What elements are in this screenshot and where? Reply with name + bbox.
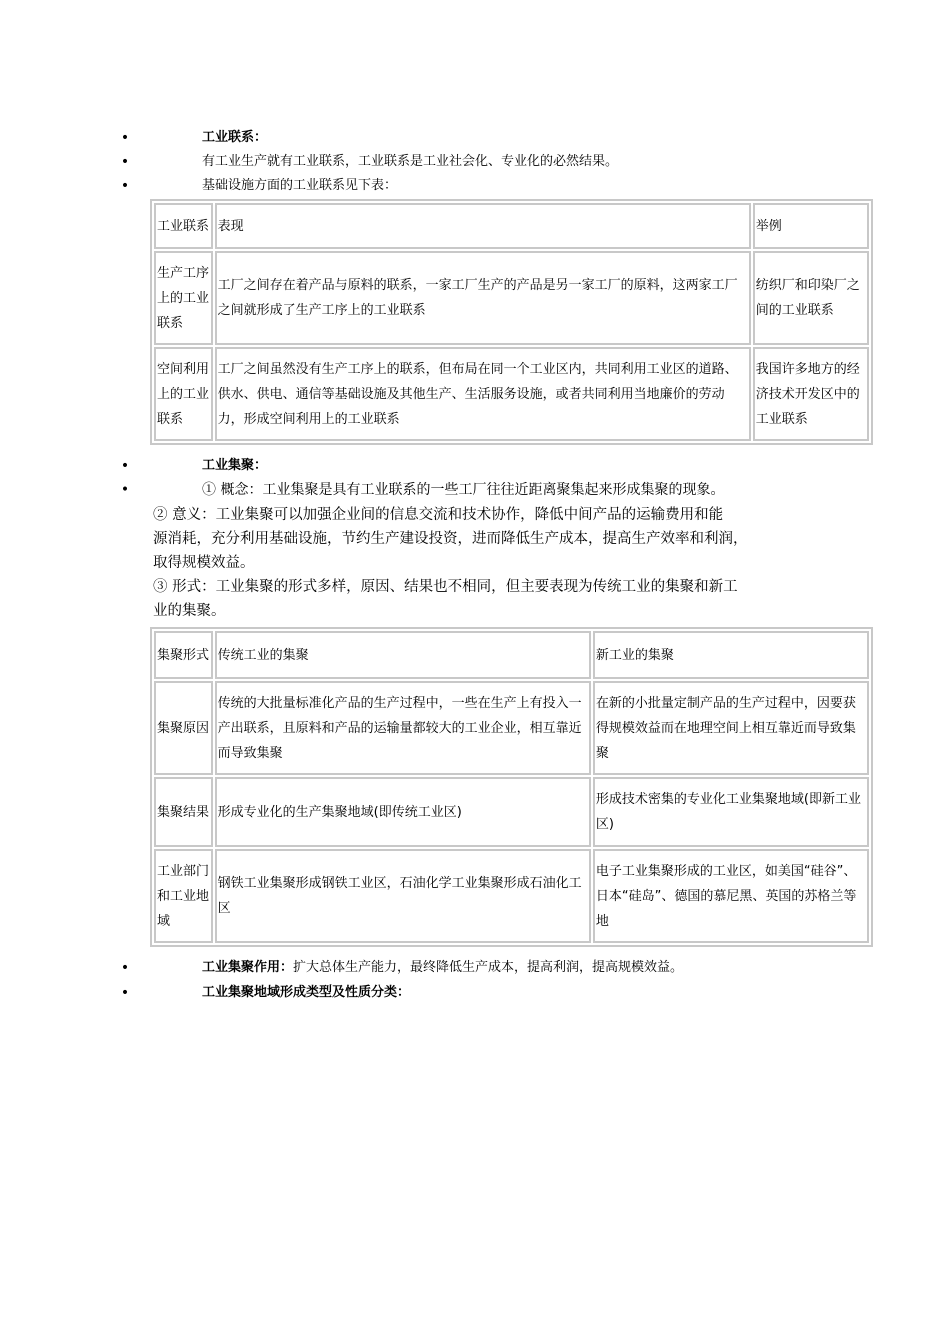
table-cell: 空间利用上的工业联系 (154, 347, 213, 441)
linkage-table (150, 199, 873, 445)
table-cell: 集聚结果 (154, 777, 213, 847)
table-header-cell: 传统工业的集聚 (215, 631, 591, 679)
table-cell: 在新的小批量定制产品的生产过程中，因要获得规模效益而在地理空间上相互靠近而导致集聚 (593, 681, 869, 775)
form-line: ③ 形式：工业集聚的形式多样，原因、结果也不相同，但主要表现为传统工业的集聚和新工 (153, 579, 738, 595)
table-row (154, 777, 869, 847)
bullet-icon: • (120, 482, 130, 498)
bullet-icon: • (120, 130, 130, 146)
table-cell: 我国许多地方的经济技术开发区中的工业联系 (753, 347, 869, 441)
heading-industrial-linkage: 工业联系： (202, 130, 268, 145)
agglomeration-table (150, 627, 873, 947)
table-header-cell: 新工业的集聚 (593, 631, 869, 679)
bullet-icon: • (120, 985, 130, 1001)
table-cell: 工厂之间虽然没有生产工序上的联系，但布局在同一个工业区内，共同利用工业区的道路、供水、供电、通信等基础设施及其他生产、生活服务设施，或者共同利用当地廉价的劳动力，形成空间利用上的工业联系 (215, 347, 751, 441)
form-line: 业的集聚。 (153, 603, 226, 619)
agglomeration-types-title: 工业集聚地域形成类型及性质分类： (202, 985, 411, 1000)
table-row (154, 251, 869, 345)
table-cell: 电子工业集聚形成的工业区，如美国“硅谷”、日本“硅岛”、德国的慕尼黑、英国的苏格兰等地 (593, 849, 869, 943)
linkage-definition-text: 有工业生产就有工业联系，工业联系是工业社会化、专业化的必然结果。 (202, 154, 619, 169)
table-row (154, 347, 869, 441)
table-row (154, 849, 869, 943)
table-cell: 钢铁工业集聚形成钢铁工业区，石油化学工业集聚形成石油化工区 (215, 849, 591, 943)
table-cell: 形成专业化的生产集聚地域(即传统工业区) (215, 777, 591, 847)
meaning-line: 取得规模效益。 (153, 555, 255, 571)
agglomeration-effect-line (202, 957, 683, 979)
table-cell: 传统的大批量标准化产品的生产过程中，一些在生产上有投入一产出联系，且原料和产品的运输量都较大的工业企业，相互靠近而导致集聚 (215, 681, 591, 775)
table-header-cell: 举例 (753, 203, 869, 249)
table-header-row (154, 203, 869, 249)
agglomeration-effect-label: 工业集聚作用： (202, 960, 294, 975)
table-cell: 纺织厂和印染厂之间的工业联系 (753, 251, 869, 345)
meaning-line: ② 意义：工业集聚可以加强企业间的信息交流和技术协作，降低中间产品的运输费用和能 (153, 507, 724, 523)
table-header-cell: 表现 (215, 203, 751, 249)
table-cell: 生产工序上的工业联系 (154, 251, 213, 345)
table-header-row (154, 631, 869, 679)
agglomeration-effect-text: 扩大总体生产能力，最终降低生产成本，提高利润，提高规模效益。 (293, 960, 684, 975)
table-row (154, 681, 869, 775)
table-header-cell: 工业联系 (154, 203, 213, 249)
bullet-icon: • (120, 458, 130, 474)
table-header-cell: 集聚形式 (154, 631, 213, 679)
table-cell: 工业部门和工业地域 (154, 849, 213, 943)
bullet-icon: • (120, 154, 130, 170)
heading-industrial-agglomeration: 工业集聚： (202, 458, 268, 473)
meaning-line: 源消耗，充分利用基础设施，节约生产建设投资，进而降低生产成本，提高生产效率和利润， (153, 531, 748, 547)
table-cell: 集聚原因 (154, 681, 213, 775)
infrastructure-intro-text: 基础设施方面的工业联系见下表： (202, 178, 398, 193)
bullet-icon: • (120, 178, 130, 194)
table-cell: 形成技术密集的专业化工业集聚地域(即新工业区) (593, 777, 869, 847)
agglomeration-concept-text: ① 概念：工业集聚是具有工业联系的一些工厂往往近距离聚集起来形成集聚的现象。 (202, 482, 725, 498)
agglomeration-meaning-paragraph (153, 503, 813, 623)
table-cell: 工厂之间存在着产品与原料的联系，一家工厂生产的产品是另一家工厂的原料，这两家工厂之间就形成了生产工序上的工业联系 (215, 251, 751, 345)
bullet-icon: • (120, 960, 130, 976)
